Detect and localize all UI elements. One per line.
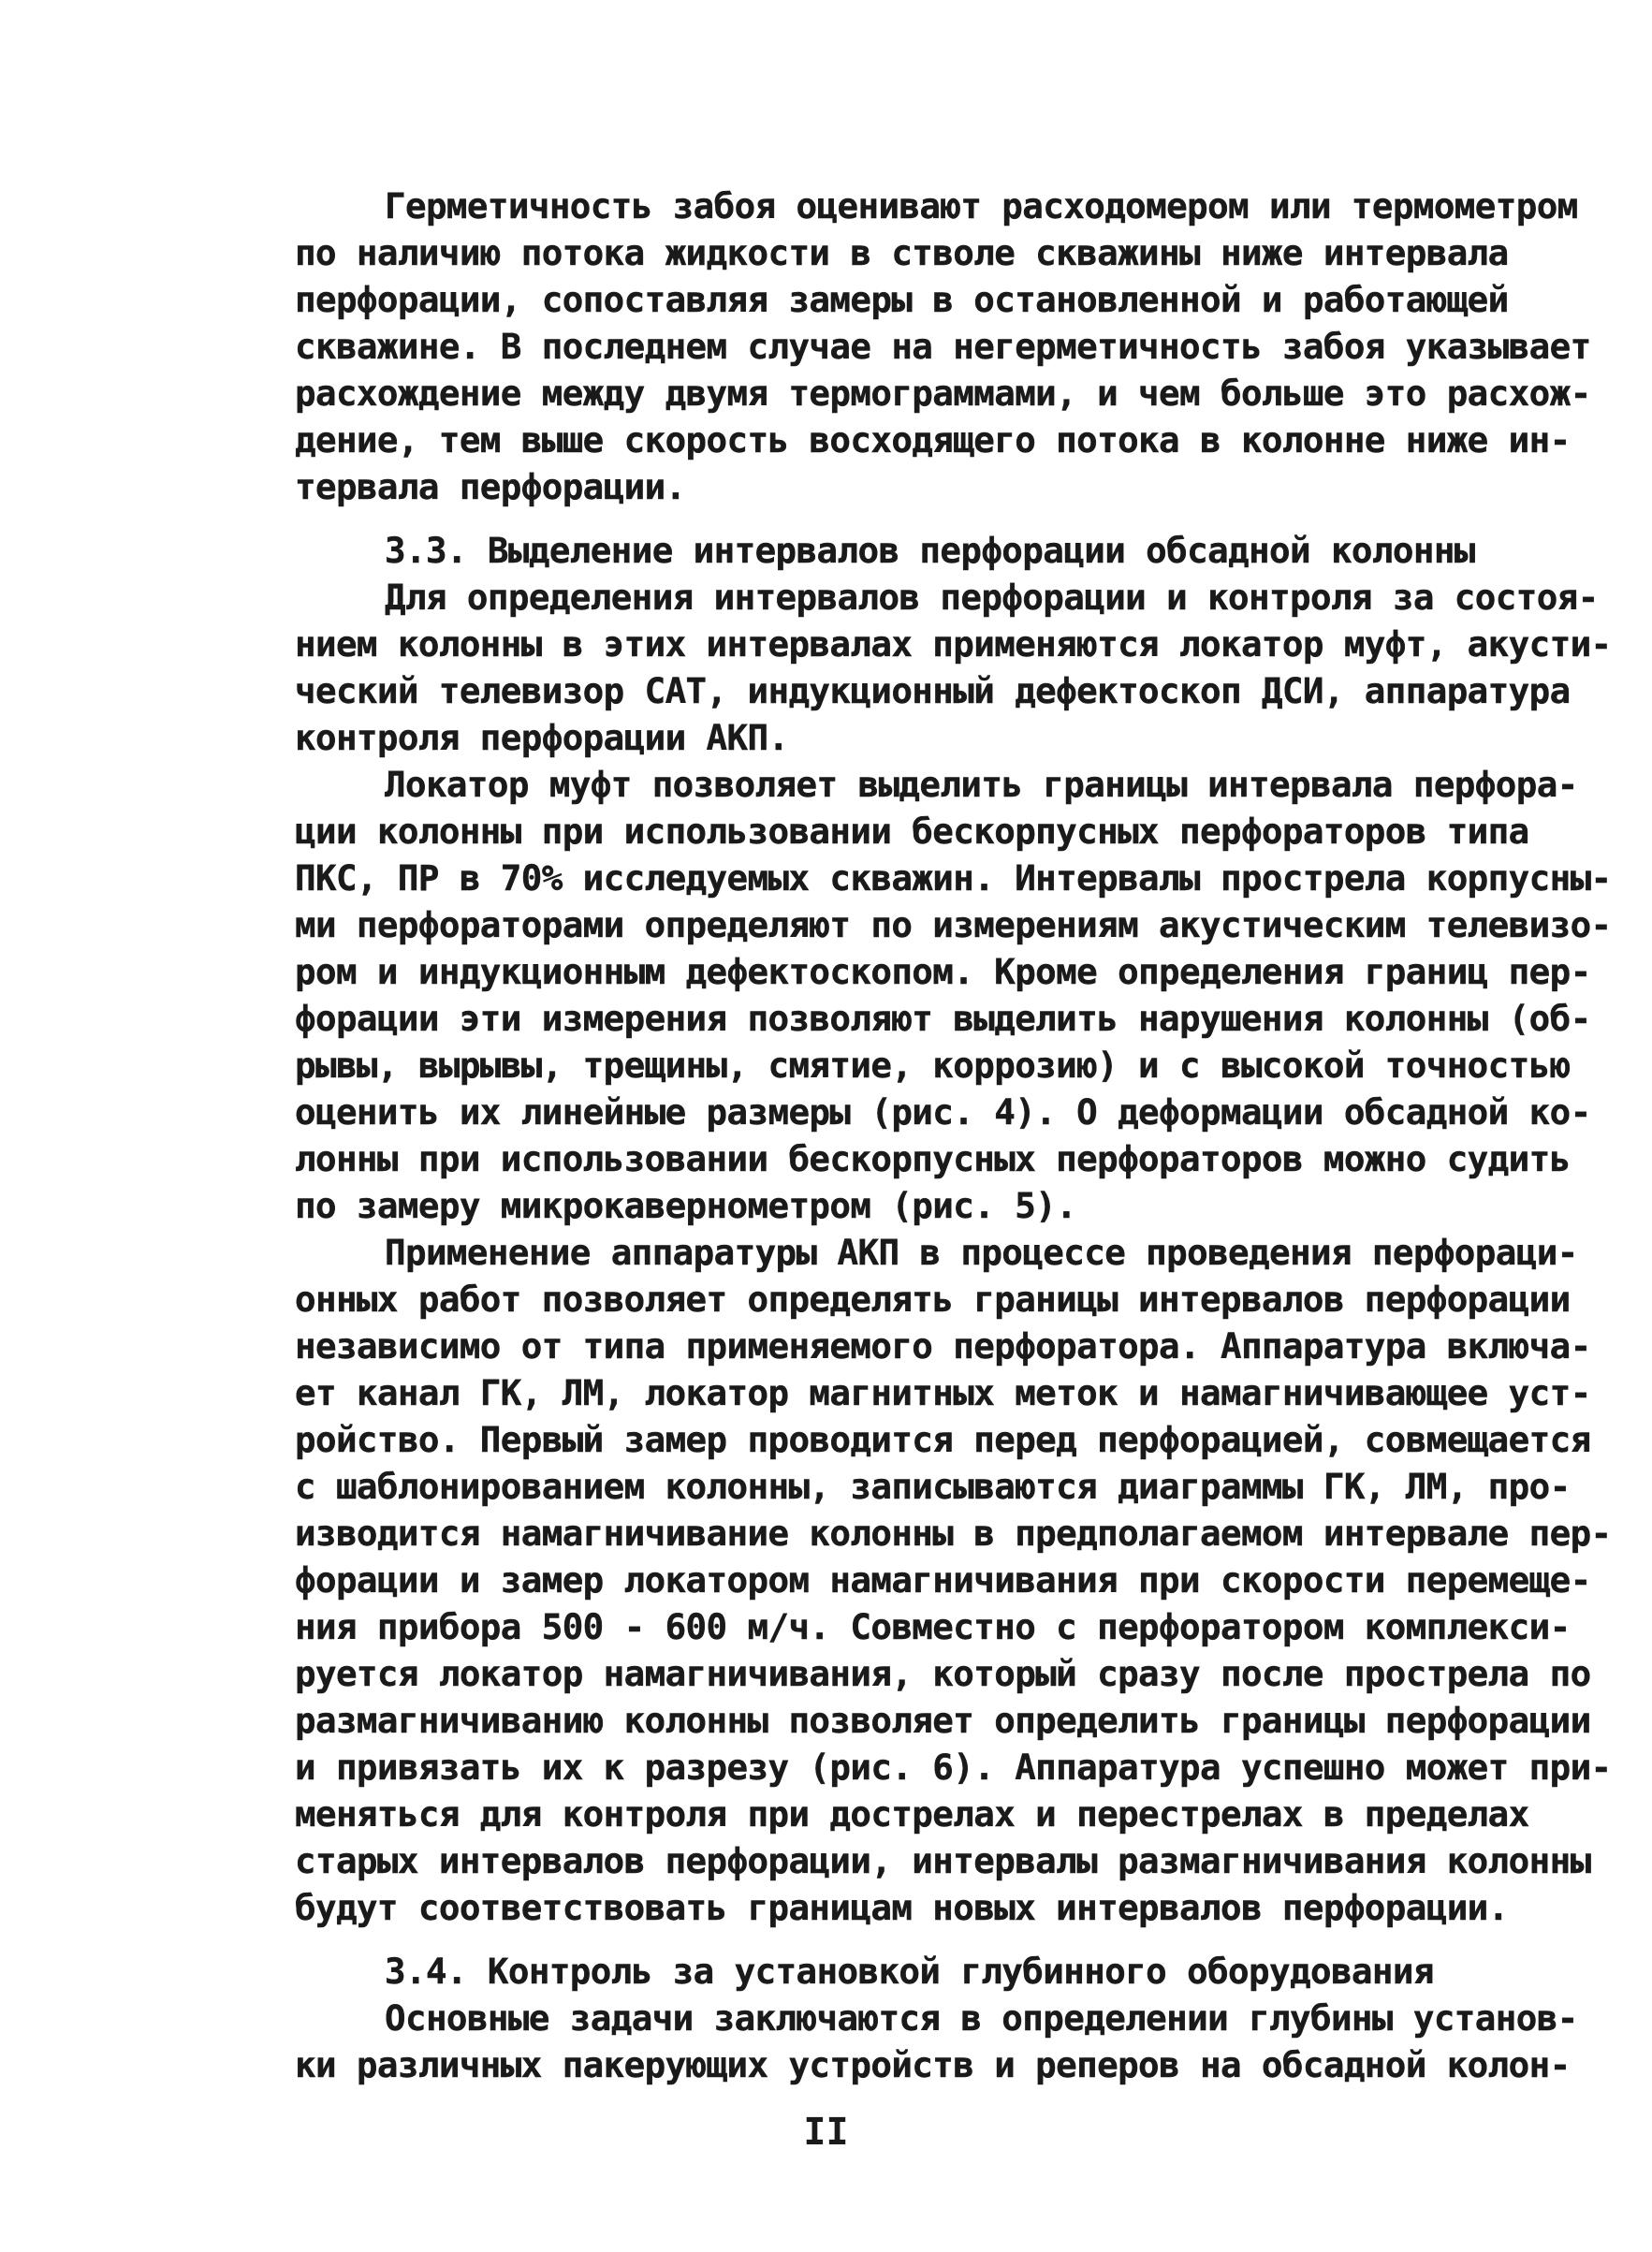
text-line: нием колонны в этих интервалах применяются локатор муфт, акусти-	[295, 623, 1612, 665]
text-line: Для определения интервалов перфорации и контроля за состоя-	[385, 577, 1599, 618]
page-number: II	[803, 2111, 849, 2154]
text-line: ПКС, ПР в 70% исследуемых скважин. Интервалы прострела корпусны-	[295, 857, 1612, 899]
text-line: меняться для контроля при дострелах и перестрелах в пределах	[295, 1793, 1529, 1835]
text-line: Локатор муфт позволяет выделить границы интервала перфора-	[385, 764, 1578, 805]
text-line: лонны при использовании бескорпусных перфораторов можно судить	[295, 1138, 1571, 1179]
text-line: перфорации, сопоставляя замеры в остановленной и работающей	[295, 279, 1509, 320]
text-line: ром и индукционным дефектоскопом. Кроме определения границ пер-	[295, 951, 1591, 992]
text-line: форации и замер локатором намагничивания при скорости перемеще-	[295, 1559, 1591, 1601]
text-line: по замеру микрокавернометром (рис. 5).	[295, 1185, 1077, 1226]
text-line: с шаблонированием колонны, записываются диаграммы ГК, ЛМ, про-	[295, 1466, 1571, 1507]
text-line: по наличию потока жидкости в стволе скважины ниже интервала	[295, 232, 1509, 273]
text-line: тервала перфорации.	[295, 466, 686, 507]
text-line: расхождение между двумя термограммами, и чем больше это расхож-	[295, 373, 1591, 414]
text-line: онных работ позволяет определять границы интервалов перфорации	[295, 1279, 1571, 1320]
paragraph-tightness	[295, 183, 1591, 510]
text-line: руется локатор намагничивания, который сразу после прострела по	[295, 1653, 1591, 1694]
paragraph-collar-locator	[295, 761, 1612, 1229]
text-line: ческий телевизор САТ, индукционный дефектоскоп ДСИ, аппаратура	[295, 670, 1571, 711]
document-page	[295, 183, 1612, 2088]
section-heading-3-4: 3.4. Контроль за установкой глубинного оборудования	[385, 1951, 1434, 1992]
text-line: Применение аппаратуры АКП в процессе проведения перфораци-	[385, 1232, 1578, 1273]
text-line: контроля перфорации АКП.	[295, 717, 789, 758]
text-line: будут соответствовать границам новых интервалов перфорации.	[295, 1887, 1509, 1928]
paragraph-akp-equipment	[295, 1229, 1612, 1931]
text-line: ет канал ГК, ЛМ, локатор магнитных меток и намагничивающее уст-	[295, 1372, 1591, 1413]
text-line: рывы, вырывы, трещины, смятие, коррозию) и с высокой точностью	[295, 1045, 1571, 1086]
text-line: ми перфораторами определяют по измерениям акустическим телевизо-	[295, 904, 1612, 945]
text-line: старых интервалов перфорации, интервалы размагничивания колонны	[295, 1840, 1591, 1881]
section-heading-3-3: 3.3. Выделение интервалов перфорации обсадной колонны	[385, 530, 1475, 571]
text-line: ции колонны при использовании бескорпусных перфораторов типа	[295, 811, 1529, 852]
text-line: Герметичность забоя оценивают расходомером или термометром	[385, 185, 1578, 227]
text-line: ния прибора 500 - 600 м/ч. Совместно с перфоратором комплекси-	[295, 1606, 1571, 1647]
text-line: Основные задачи заключаются в определении глубины установ-	[385, 1997, 1578, 2039]
text-line: ки различных пакерующих устройств и реперов на обсадной колон-	[295, 2044, 1571, 2085]
paragraph-perforation-methods	[295, 574, 1612, 761]
text-line: форации эти измерения позволяют выделить нарушения колонны (об-	[295, 998, 1591, 1039]
text-line: дение, тем выше скорость восходящего потока в колонне ниже ин-	[295, 419, 1571, 461]
text-line: ройство. Первый замер проводится перед перфорацией, совмещается	[295, 1419, 1591, 1460]
paragraph-main-tasks	[295, 1995, 1578, 2088]
text-line: изводится намагничивание колонны в предполагаемом интервале пер-	[295, 1513, 1612, 1554]
text-line: размагничиванию колонны позволяет определить границы перфорации	[295, 1700, 1591, 1741]
text-line: оценить их линейные размеры (рис. 4). О деформации обсадной ко-	[295, 1091, 1591, 1133]
text-line: скважине. В последнем случае на негерметичность забоя указывает	[295, 326, 1591, 367]
text-line: независимо от типа применяемого перфоратора. Аппаратура включа-	[295, 1325, 1591, 1367]
text-line: и привязать их к разрезу (рис. 6). Аппаратура успешно может при-	[295, 1747, 1612, 1788]
